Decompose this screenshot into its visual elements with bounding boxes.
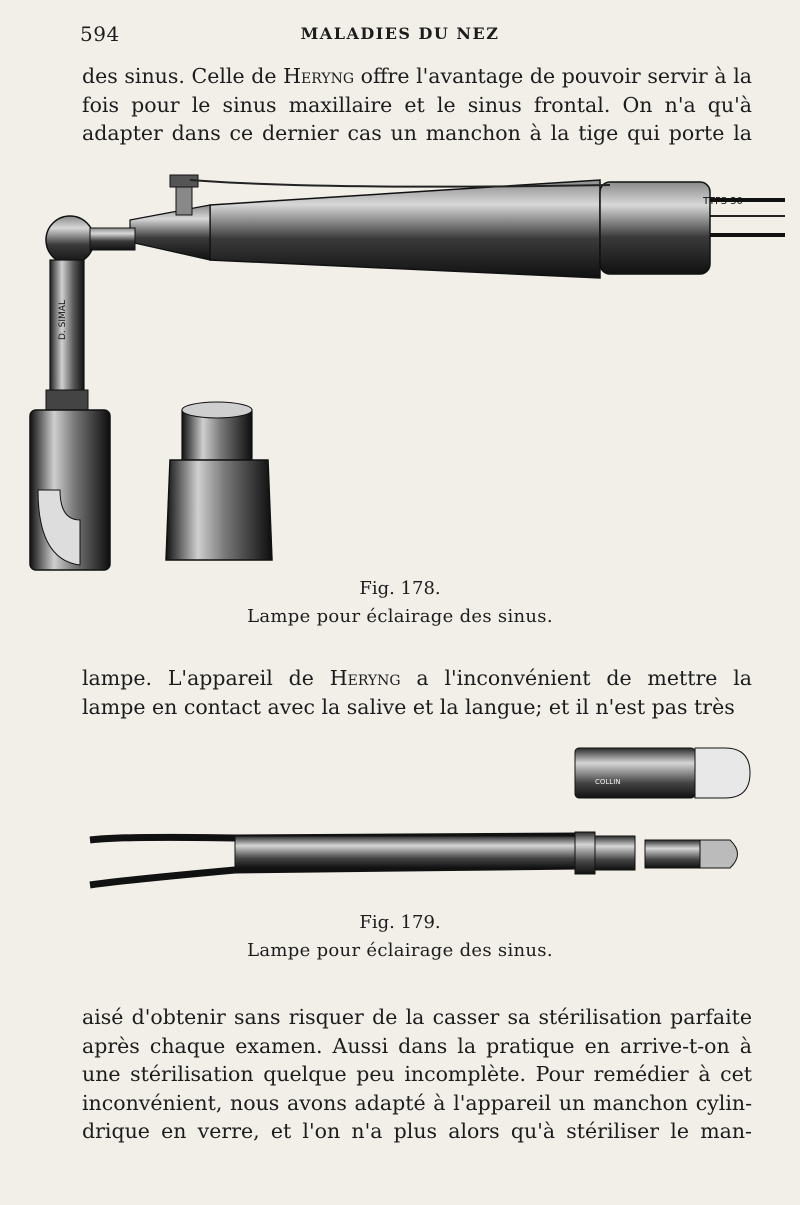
text-line: aisé d'obtenir sans risquer de la casser sa stérilisation parfaite: [82, 1005, 752, 1029]
author-name: Heryng: [329, 666, 401, 690]
paragraph-1: [82, 62, 752, 148]
text-line: lampe. L'appareil de Heryng a l'inconvénient de mettre la: [82, 666, 752, 690]
page-number: 594: [80, 22, 120, 46]
figure-178-caption: Lampe pour éclairage des sinus.: [247, 606, 553, 627]
engraved-maker-mark: D. SIMAL: [58, 300, 68, 340]
text-line: après chaque examen. Aussi dans la pratique en arrive-t-on à: [82, 1033, 752, 1058]
text-line: fois pour le sinus maxillaire et le sinus frontal. On n'a qu'à: [82, 92, 752, 117]
paragraph-2: [82, 664, 752, 721]
paragraph-3: [82, 1003, 752, 1146]
figure-179-caption: Lampe pour éclairage des sinus.: [247, 940, 553, 961]
bulb-mark: COLLIN: [595, 778, 621, 786]
figure-178-label: Fig. 178.: [359, 578, 441, 599]
figure-179-label: Fig. 179.: [359, 912, 441, 933]
page-header: [0, 18, 800, 48]
figure-179-illustration: [85, 740, 765, 910]
running-title: MALADIES DU NEZ: [300, 24, 500, 43]
text-line: adapter dans ce dernier cas un manchon à la tige qui porte la: [82, 121, 752, 145]
wire-tag: TTFS 30: [703, 196, 743, 207]
text-line: des sinus. Celle de Heryng offre l'avantage de pouvoir servir à la: [82, 64, 752, 88]
author-name: Heryng: [283, 64, 355, 88]
text-line: lampe en contact avec la salive et la langue; et il n'est pas très: [82, 694, 735, 719]
figure-178-illustration: [20, 160, 790, 580]
text-line: une stérilisation quelque peu incomplète. Pour remédier à cet: [82, 1062, 752, 1086]
text-line: inconvénient, nous avons adapté à l'appareil un manchon cylin-: [82, 1090, 752, 1115]
text-line: drique en verre, et l'on n'a plus alors qu'à stériliser le man-: [82, 1119, 752, 1143]
